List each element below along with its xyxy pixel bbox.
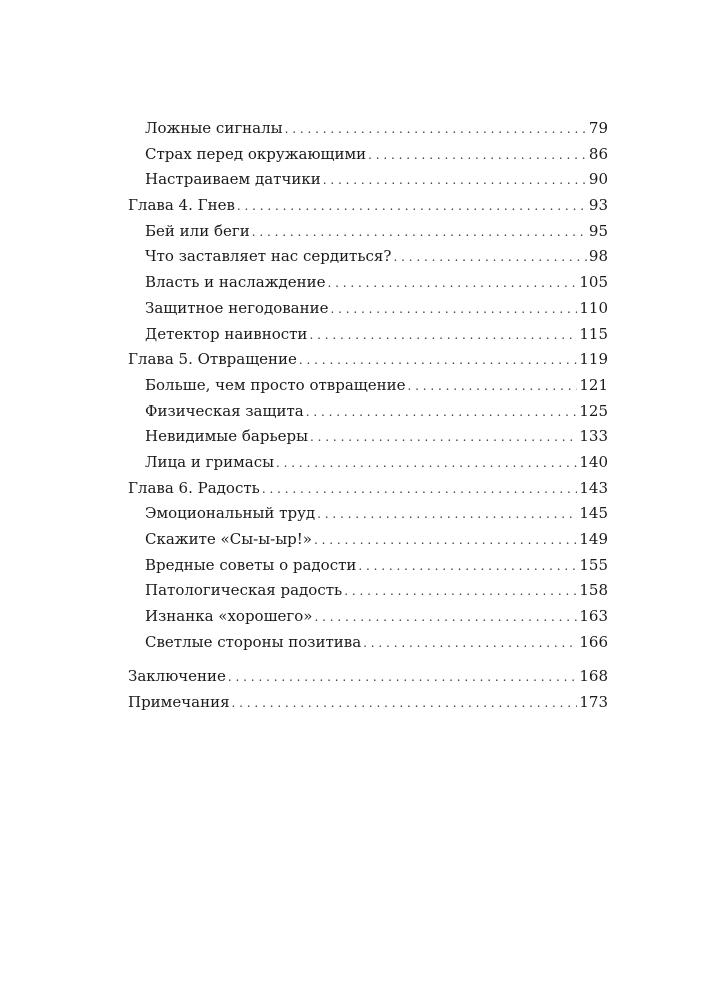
toc-entry <box>128 244 608 270</box>
toc-entry-title: Изнанка «хорошего» <box>145 607 313 626</box>
toc-leader-dots <box>276 451 577 477</box>
toc-entry <box>128 553 608 579</box>
toc-entry-page: 115 <box>579 324 608 343</box>
toc-entry-page: 140 <box>579 452 608 471</box>
toc-entry-title: Глава 5. Отвращение <box>128 350 297 369</box>
toc-entry-title: Ложные сигналы <box>145 119 283 137</box>
toc-leader-dots <box>331 297 578 323</box>
toc-leader-dots <box>323 168 587 194</box>
toc-entry-title: Скажите «Сы-ы-ыр!» <box>145 530 312 548</box>
toc-leader-dots <box>252 220 587 246</box>
toc-entry <box>128 116 608 142</box>
toc-entry-page: 166 <box>579 632 608 651</box>
toc-entry-page: 121 <box>579 375 608 394</box>
toc-entry-title: Примечания <box>128 693 230 712</box>
toc-entry-title: Что заставляет нас сердиться? <box>145 247 392 266</box>
toc-entry <box>128 219 608 245</box>
toc-entry <box>128 167 608 193</box>
toc-entry-title: Страх перед окружающими <box>145 144 367 163</box>
toc-leader-dots <box>358 554 577 580</box>
toc-entry <box>128 578 608 604</box>
toc-entry-title: Вредные советы о радости <box>145 555 357 574</box>
toc-leader-dots <box>393 245 586 271</box>
toc-chapter-entry <box>128 476 608 502</box>
toc-leader-dots <box>237 194 587 220</box>
toc-entry <box>128 450 608 476</box>
toc-entry-page: 105 <box>579 273 608 292</box>
toc-entry-page: 133 <box>579 427 608 446</box>
toc-leader-dots <box>314 605 577 631</box>
toc-entry-title: Физическая защита <box>145 401 304 420</box>
toc-entry-page: 143 <box>579 478 608 497</box>
toc-entry-title: Глава 4. Гнев <box>128 196 235 215</box>
toc-leader-dots <box>262 477 578 503</box>
toc-leader-dots <box>368 143 587 169</box>
toc-leader-dots <box>309 323 577 349</box>
toc-entry <box>128 296 608 322</box>
toc-entry-page: 145 <box>579 504 608 523</box>
toc-leader-dots <box>407 374 577 400</box>
toc-entry-page: 93 <box>588 196 608 215</box>
toc-entry <box>128 399 608 425</box>
toc-entry-page: 110 <box>579 298 608 317</box>
toc-leader-dots <box>344 579 577 605</box>
toc-entry <box>128 270 608 296</box>
toc-entry <box>128 527 608 553</box>
toc-entry-page: 119 <box>579 350 608 369</box>
toc-entry-page: 173 <box>579 693 608 712</box>
toc-entry-title: Эмоциональный труд <box>145 504 316 523</box>
toc-section-entry <box>128 664 608 690</box>
toc-entry-title: Больше, чем просто отвращение <box>145 375 406 394</box>
toc-leader-dots <box>363 631 577 657</box>
toc-entry-title: Защитное негодование <box>145 298 329 317</box>
toc-leader-dots <box>328 271 578 297</box>
toc-entry-page: 149 <box>579 530 608 548</box>
toc-entry-page: 95 <box>588 221 608 240</box>
toc-entry-page: 168 <box>579 667 608 686</box>
toc-leader-dots <box>314 528 577 554</box>
toc-entry-title: Невидимые барьеры <box>145 427 309 446</box>
toc-entry-title: Власть и наслаждение <box>145 273 326 292</box>
toc-leader-dots <box>232 691 578 717</box>
toc-chapter-entry <box>128 193 608 219</box>
toc-entry-page: 155 <box>579 555 608 574</box>
toc-entry-page: 125 <box>579 401 608 420</box>
toc-entry-title: Глава 6. Радость <box>128 478 260 497</box>
toc-entry-title: Светлые стороны позитива <box>145 632 362 651</box>
toc-entry-page: 163 <box>579 607 608 626</box>
toc-entry-page: 86 <box>588 144 608 163</box>
toc-leader-dots <box>306 400 578 426</box>
toc-entry <box>128 142 608 168</box>
toc-chapter-entry <box>128 347 608 373</box>
toc-entry-title: Патологическая радость <box>145 581 343 600</box>
toc-entry <box>128 604 608 630</box>
toc-entry-title: Детектор наивности <box>145 324 308 343</box>
table-of-contents <box>128 116 608 716</box>
toc-entry-title: Лица и гримасы <box>145 452 275 471</box>
toc-leader-dots <box>285 117 587 143</box>
toc-entry-page: 79 <box>588 119 608 137</box>
toc-leader-dots <box>317 502 577 528</box>
toc-entry-title: Настраиваем датчики <box>145 170 321 189</box>
toc-entry <box>128 424 608 450</box>
toc-section-entry <box>128 690 608 716</box>
toc-entry-title: Бей или беги <box>145 221 250 240</box>
toc-entry <box>128 630 608 656</box>
toc-leader-dots <box>310 425 577 451</box>
toc-leader-dots <box>299 348 577 374</box>
toc-entry <box>128 373 608 399</box>
toc-leader-dots <box>228 665 577 691</box>
toc-entry <box>128 322 608 348</box>
toc-entry-page: 98 <box>588 247 608 266</box>
toc-entry-page: 158 <box>579 581 608 600</box>
toc-entry-title: Заключение <box>128 667 226 686</box>
toc-entry <box>128 501 608 527</box>
toc-entry-page: 90 <box>588 170 608 189</box>
